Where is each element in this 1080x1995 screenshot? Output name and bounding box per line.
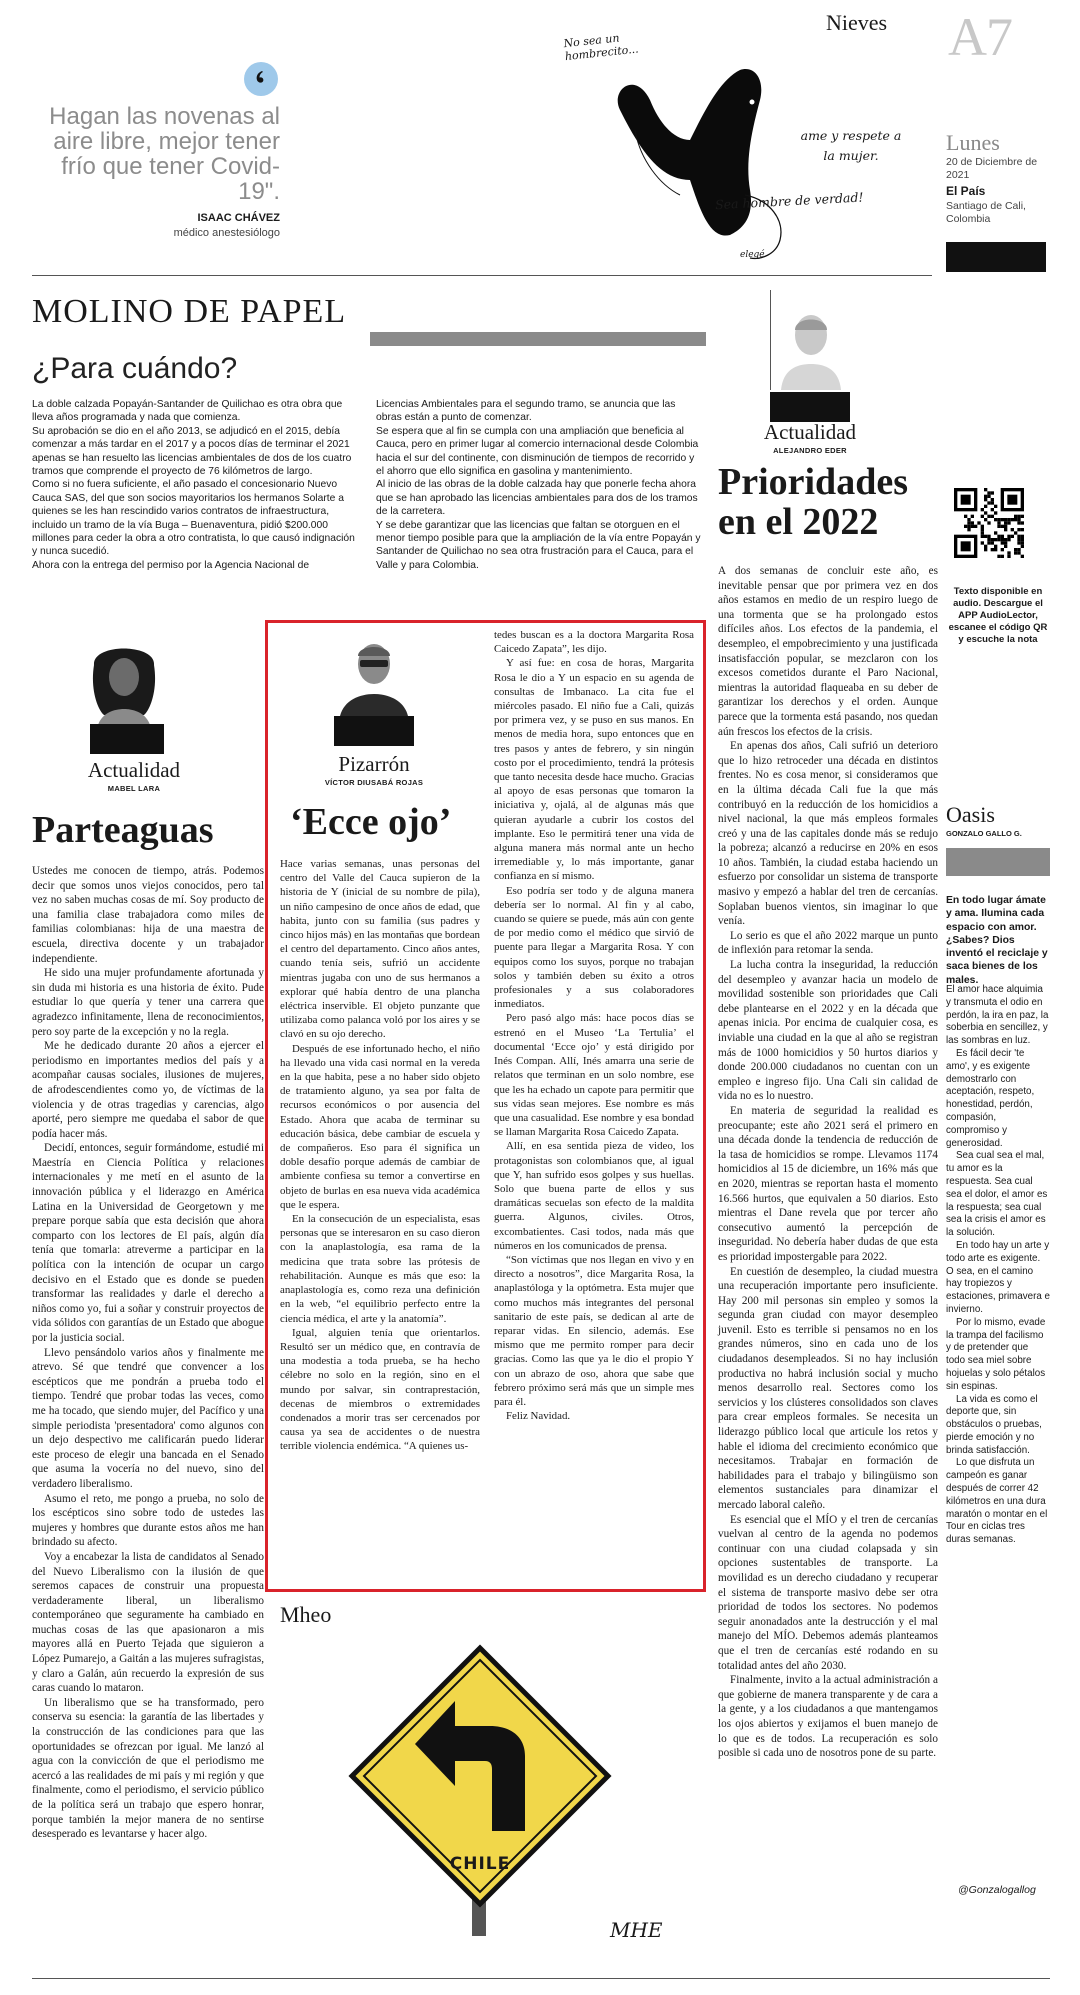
paragraph: El amor hace alquimia y transmuta el odio en perdón, la ira en paz, la soberbia en sencillez, y las sombras en luz. <box>946 984 1049 1047</box>
bottom-divider <box>32 1978 1050 1979</box>
lara-photo <box>84 635 164 725</box>
oasis-handle: @Gonzalogallog <box>958 1884 1036 1896</box>
pizarron-author: VÍCTOR DIUSABÁ ROJAS <box>324 778 424 787</box>
paragraph: La vida es como el deporte que, sin obstáculos o pruebas, pierde emoción y no brinda satisfacción. <box>946 1393 1042 1456</box>
header-paper: El País <box>946 184 986 198</box>
lara-section: Actualidad <box>87 758 181 782</box>
quote-mark-icon <box>244 62 278 96</box>
diusaba-portrait <box>334 626 414 716</box>
molino-col-2 <box>376 398 701 572</box>
header-black-box <box>946 242 1046 272</box>
paragraph: Hace varias semanas, unas personas del centro del Valle del Cauca supieron de la historia de Y (inicial de su nombre de pila), un niño campesino de once años de edad, que habita, junto con su familia (sus padres y cinco hijos más) en las montañas que bordean el centro del departamento. Cinco años antes, cuando tenía seis, sufrió un accidente mientras jugaba con uno de sus hermanos a explorar qué había dentro de una plancha eléctrica inservible. El objeto punzante que utilizaba como palanca voló por los aires y se clavó en su ojo derecho. <box>280 858 480 1041</box>
paragraph: Decidí, entonces, seguir formándome, estudié mi Maestría en Ciencia Política y relaciones internacionales y me metí en el asunto de la innovación pública y el liderazgo en América Latina en la Universidad de Georgetown y me prepare porque sabía que esta decisión que ahora comparto con los lectores de El país, algún día tenía que tomarla: atreverme a participar en la política con la intención de ocupar un cargo decisivo en el Estado que es donde se pueden transformar las realidades y darle el derecho a niños como yo, fui a soñar y construir proyectos de vida sólidos con garantías de un Estado que abogue por la justicia social. <box>32 1142 264 1344</box>
page-number: A7 <box>948 7 1012 67</box>
lara-body <box>32 864 264 1842</box>
paragraph: En materia de seguridad la realidad es preocupante; este año 2021 será el primero en una década donde la tendencia de reducción de la tasa de homicidios se rompe. Llevamos 1174 homicidios al 15 de diciembre, un 16% más que en 2020, mientras se reportan hasta el momento 16.566 hurtos, que equivalen a 50 diarios. Esto mientras el Dane revela que por tercer año consecutivo aumentó la percepción de inseguridad. No debería haber dudas de que esta es prioridad impostergable para 2022. <box>718 1104 938 1263</box>
cartoon-caption-1: No sea un hombrecito... <box>562 31 640 64</box>
oasis-lead: En todo lugar ámate y ama. Ilumina cada espacio con amor. ¿Sabes? Dios inventó el reciclaje y saca bienes de los males. <box>946 895 1048 986</box>
pizarron-col-2 <box>494 628 694 1423</box>
paragraph: Es fácil decir 'te amo', y es exigente demostrarlo con aceptación, respeto, honestidad, perdón, compasión, compromiso y generosidad. <box>946 1047 1035 1149</box>
eder-body <box>718 564 938 1761</box>
oasis-section: Oasis <box>946 802 995 827</box>
paragraph: Como si no fuera suficiente, el año pasado el concesionario Nuevo Cauca SAS, del que son socios mayoritarios los hermanos Solarte a quienes se les han rescindido varios contratos de infraestructura, incluido un tramo de la vía Buga – Buenaventura, pidió $200.000 millones para ceder la obra a otro contratista, lo que causó indignación y nunca sucedió. <box>32 479 355 558</box>
quote-role: médico anestesiólogo <box>173 227 280 239</box>
paragraph: En apenas dos años, Cali sufrió un deterioro que lo hizo retroceder una década en distintos frentes. No es cosa menor, si consideramos que en la última década Cali fue la que más contribuyó en la reducción de los homicidios a nivel nacional, la que más empleos formales creó y una de las capitales donde más se redujo la pobreza; alcanzó a reducirse en 20% en esos 10 años. También, la ciudad estaba haciendo un esfuerzo por consolidar un sistema de transporte masivo y empezó a hablar del tren de cercanías. Soplaban buenos vientos, sin imaginar lo que venía. <box>718 740 938 928</box>
quote-author: ISAAC CHÁVEZ <box>197 212 280 224</box>
paragraph: Se espera que al fin se cumpla con una ampliación que beneficia al Cauca, pero en primer lugar al comercio internacional desde Colombia hacia el sur del continente, con disminución de tiempos de recorrido y el ahorro que ello significa en gasolina y mantenimiento. <box>376 425 699 478</box>
road-sign-text: CHILE <box>449 1854 511 1874</box>
header-day: Lunes <box>946 130 1000 155</box>
paragraph: Ustedes me conocen de tiempo, atrás. Podemos decir que somos unos viejos conocidos, pero tal vez no saben muchas cosas de mí. Soy producto de una familia clase trabajadora como miles de familias colombianas: hija de una maestra de escuela, directiva docente y un trabajador independiente. <box>32 865 264 965</box>
eder-author: ALEJANDRO EDER <box>773 446 847 455</box>
paragraph: Me he dedicado durante 20 años a ejercer el periodismo en importantes medios del país y a acompañar causas sociales, ilusiones de mujeres, de afrodescendientes como yo, de víctimas de la violencia y de otras tragedias y carencias, algo aporté, pero siempre me quedaba el sabor de que podía hacer más. <box>32 1040 264 1140</box>
mheo-label: Mheo <box>280 1602 332 1627</box>
mheo-cartoon <box>320 1636 680 1936</box>
diusaba-photo <box>334 626 414 716</box>
molino-gray-bar <box>370 332 706 346</box>
paragraph: He sido una mujer profundamente afortunada y sin duda mi historia es una historia de éxito. Pude estudiar lo que quería y tener una carrera que agradezco infinitamente, llena de reconocimientos, pero soy parte de la excepción y no la regla. <box>32 967 264 1038</box>
paragraph: Llevo pensándolo varios años y finalmente me atrevo. Sé que tendré que convencer a los escépticos que me pondrán a prueba todo el tiempo. Tendré que probar todas las veces, como me ha tocado, que siendo mujer, del Pacífico y una simple periodista 'presentadora' como algunos con un dejo despectivo me calificarán puedo liderar este proceso de elegir una bancada en el Senado que asuma la vocería no del nuevo, sino del verdadero liberalismo. <box>32 1346 264 1490</box>
paragraph: Ahora con la entrega del permiso por la Agencia Nacional de <box>32 559 310 571</box>
paragraph: Lo serio es que el año 2022 marque un punto de inflexión para retomar la senda. <box>718 929 938 957</box>
pizarron-col-1 <box>280 857 480 1454</box>
lara-title: Parteaguas <box>32 809 214 851</box>
eder-title: Prioridades en el 2022 <box>718 461 908 543</box>
top-divider <box>32 275 932 276</box>
paragraph: La lucha contra la inseguridad, la reducción del desempleo y avanzar hacia un modelo de movilidad sostenible son prioridades que Cali debe plantearse en el 2022 y en la década que apenas inicia. Por encima de cualquier cosa, es inviable una ciudad en la que al año se registran más de 1000 homicidios y 50 hurtos diarios y donde 200.000 ciudadanos no cuentan con un empleo e ingreso fijo. Una Cali sin calidad de vida no es lo nuestro. <box>718 959 938 1103</box>
paragraph: Es esencial que el MÍO y el tren de cercanías vuelvan al centro de la agenda no podemos continuar con una ciudad colapsada y sin opciones sustentables de transporte. La movilidad es un derecho ciudadano y recuperar el sistema de transporte masivo debe ser otra prioridad de todos los sectores. No podemos seguir anonadados ante la destrucción y el mal manejo del MÍO. Debemos además planteamos que el tren de cercanías esté rodando en su totalidad antes del año 2030. <box>718 1513 938 1672</box>
paragraph: Y se debe garantizar que las licencias que faltan se otorguen en el menor tiempo posible para que la ampliación de la vía entre Popayán y Santander de Quilichao no sea otra frustración para el Cauca, para el Valle y para Colombia. <box>376 519 701 571</box>
paragraph: Feliz Navidad. <box>506 1410 571 1423</box>
lara-black-box <box>90 724 164 754</box>
paragraph: Asumo el reto, me pongo a prueba, no solo de los escépticos sino sobre todo de ustedes las mujeres y hombres que durante estos años me han brindado su afecto. <box>32 1492 264 1549</box>
cartoon-caption-3: Sea hombre de verdad! <box>714 189 864 213</box>
paragraph: Lo que disfruta un campeón es ganar después de correr 42 kilómetros en una dura maratón o montar en el Tour en ciclas tres duras semanas. <box>946 1457 1048 1546</box>
section-label: Nieves <box>826 10 888 35</box>
paragraph: Finalmente, invito a la actual administración a que gobierne de manera transparente y de cara a la gente, y a los ciudadanos a que mantengamos los ojos abiertos y exijamos el buen manejo de lo que es de todos. La recuperación es solo posible si cada uno de nosotros pone de su parte. <box>718 1674 938 1760</box>
cartoon-signature: elegé <box>740 250 765 260</box>
paragraph: “Son víctimas que nos llegan en vivo y en directo a nosotros”, dice Margarita Rosa, la anaplastóloga y la optómetra. Esta mujer que como muchos más integrantes del personal sanitario de este país, se dedican al arte de reparar vidas. En silencio, además. Ese mismo que me permito romper para decir gracias. Como las que ya le dio el propio Y con un abrazo de oso, ahora que sabe que febrero próximo será más que un simple mes para él. <box>494 1253 694 1408</box>
paragraph: Sea cual sea el mal, tu amor es la respuesta. Sea cual sea el dolor, el amor es la respuesta; sea cual sea la crisis el amor es la solución. <box>946 1150 1048 1239</box>
road-sign-graphic <box>320 1636 680 1936</box>
oasis-gray-bar <box>946 848 1050 876</box>
eder-section: Actualidad <box>763 420 857 444</box>
paragraph: En la consecución de un especialista, esas personas que se interesaron en su caso dieron con la anaplastología, esa rama de la medicina que trata sobre las prótesis de rehabilitación. Aunque es más que eso: la anaplastología es, como reza una definición en la web, “el equilibrio perfecto entre la ciencia médica, el arte y la anatomía”. <box>280 1213 480 1325</box>
molino-section: MOLINO DE PAPEL <box>32 293 347 330</box>
paragraph: Allí, en esa sentida pieza de video, los protagonistas son colombianos que, al igual que Y, han sufrido esos golpes y sus huellas. Solo que buena parte de ellos y sus dramáticas secuelas son efecto de la maldita guerra. Algunos, civiles. Otros, excombatientes. Casi todos, nada más que números en los comunicados de prensa. <box>494 1140 694 1252</box>
mheo-signature: MHE <box>610 1918 663 1942</box>
paragraph: En cuestión de desempleo, la ciudad muestra una recuperación importante pero insuficiente. Hay 200 mil personas sin empleo y somos la segunda gran ciudad con mayor desempleo juvenil. Esto es terrible si pensamos no en los grandes números, sino en cada uno de los ciudadanos desempleados. Si no hay inclusión productiva no habrá inclusión social y mucho menos desarrollo real. Sectores como los servicios y los clústeres consolidados son claves para crear empleos formales. Se necesita un liderazgo público local que articule los retos y hable el idioma del crecimiento económico que necesitamos. Trabajar en formación de habilidades para el trabajo y bilingüismo son elementos sustanciales para dinamizar el mercado laboral caleño. <box>718 1265 938 1511</box>
oasis-author: GONZALO GALLO G. <box>946 829 1022 838</box>
lara-portrait <box>84 635 164 725</box>
paragraph: La doble calzada Popayán-Santander de Quilichao es otra obra que lleva años programada y nada que comienza. <box>32 399 343 424</box>
paragraph: Por lo mismo, evade la trampa del facilismo y de pretender que todo sea miel sobre hojuelas y solo pétalos sin espinas. <box>946 1316 1046 1392</box>
qr-code-graphic <box>954 488 1024 558</box>
paragraph: tedes buscan es a la doctora Margarita Rosa Caicedo Zapata”, les dijo. <box>494 629 694 656</box>
audio-text: Texto disponible en audio. Descargue el APP AudioLector, escanee el código QR y escuche la nota <box>948 586 1048 645</box>
qr-code-icon[interactable] <box>954 488 1024 558</box>
molino-title: ¿Para cuándo? <box>32 352 238 385</box>
oasis-body <box>946 984 1050 1547</box>
quote-text: Hagan las novenas al aire libre, mejor tener frío que tener Covid-19". <box>49 103 280 205</box>
paragraph: A dos semanas de concluir este año, es inevitable pensar que por primera vez en dos años estamos en medio de un respiro luego de una tormenta que se ha prolongado estos difíciles años. Los efectos de la pandemia, el desempleo, el empobrecimiento y una justificada insatisfacción popular, se mezclaron con los excesos cometidos durante el Paro Nacional, mientras la autoridad flaqueaba en su deber de garantizar los derechos y el orden. Aunque parece que la tormenta está pasando, nos quedan aún frescos los efectos de la crisis. <box>718 565 938 738</box>
paragraph: Pero pasó algo más: hace pocos días se estrenó en el Museo ‘La Tertulia’ el documental ‘Ecce ojo’ y está dirigido por Inés Compan. Allí, Inés amarra una serie de relatos que terminan en un solo nombre, ese que les ha echado un capote para permitir que sus vidas sean mejores. Ese nombre es más que una casualidad. Ese nombre y esa bondad se llaman Margarita Rosa Caicedo Zapata. <box>494 1012 694 1139</box>
diusaba-black-box <box>334 716 414 746</box>
eder-portrait <box>771 290 851 390</box>
lara-author: MABEL LARA <box>107 784 161 793</box>
pizarron-section: Pizarrón <box>338 752 410 776</box>
pizarron-title: ‘Ecce ojo’ <box>290 801 452 843</box>
paragraph: En todo hay un arte y todo arte es exigente. O sea, en el camino hay tropiezos y estaciones, primavera e invierno. <box>946 1239 1051 1315</box>
header-date: 20 de Diciembre de 2021 <box>946 156 1038 181</box>
paragraph: Voy a encabezar la lista de candidatos al Senado del Nuevo Liberalismo con la ilusión de que seremos capaces de construir una propuesta verdaderamente liberal, un liberalismo contemporáneo que seguramente ha cambiado en muchas cosas de las que apasionaron a mis mayores allá en Puerto Tejada que siguieron a López Pumarejo, a Gaitán a las mujeres sufragistas, y claro a Galán, aún recuerdo la expresión de sus caras cuando lo mataron. <box>32 1550 264 1695</box>
paragraph: Su aprobación se dio en el año 2013, se adjudicó en el 2015, debía comenzar a más tardar en el 2017 y a pocos días de terminar el 2021 apenas se han resuelto las licencias ambientales de dos de los cuatro tramos que comprende el proyecto de 76 kilómetros de largo. <box>32 425 352 478</box>
paragraph: Un liberalismo que se ha transformado, pero conserva su esencia: la garantía de las libertades y la construcción de las condiciones para que las oportunidades se ofrezcan por igual. Me lanzó al agua con la convicción de que el periodismo me acercó a las realidades de mi país y mi región y que finalmente, como el periodismo, el servicio público de la política será un trabajo que espero honrar, porque también la mejor manera de no sentirse desesperado es levantarse y hacer algo. <box>32 1696 264 1841</box>
cartoon-caption-2: ame y respete a la mujer. <box>800 128 902 163</box>
eder-black-box <box>770 392 850 422</box>
paragraph: Licencias Ambientales para el segundo tramo, se anuncia que las obras están a punto de comenzar. <box>376 399 676 424</box>
eder-photo <box>770 290 851 390</box>
paragraph: Eso podría ser todo y de alguna manera debería ser lo normal. Al fin y al cabo, cuando se quiere se puede, más aún con gente de por medio como el médico que sirvió de puente para llegar a Margarita Rosa. Y con equipos como los suyos, porque no trabajan solos y también deben su éxito a otros profesionales y a sus colaboradores inmediatos. <box>494 884 694 1011</box>
paragraph: Al inicio de las obras de la doble calzada hay que ponerle fecha ahora que se han aprobado las licencias ambientales para dos de los tramos de la carretera. <box>376 479 698 518</box>
paragraph: Y así fue: en cosa de horas, Margarita Rosa le dio a Y un espacio en su agenda de consultas de Imbanaco. La cita fue el miércoles pasado. El niño fue a Cali, quizás por primera vez, y se puso en sus manos. En menos de media hora, supo entonces que en tres pasos y antes de febrero, y sin ningún costo por el procedimiento, tendrá la prótesis que tanto necesita desde hace mucho. Gracias al apoyo de esas personas que tomaron la iniciativa y, ojalá, al de algunas más que quieran ayudarle a cubrir los costos del implante. Eso le permitirá tener una vida de alguna manera más normal ante un hecho irremediable y, lo más importante, ganar confianza en sí mismo. <box>494 657 694 883</box>
paragraph: Después de ese infortunado hecho, el niño ha llevado una vida casi normal en la vereda en la que habita, pese a no haber sido objeto de tratamiento alguno, ya sea por falta de recursos económicos o por ausencia del Estado. Ahora que acaba de terminar su educación básica, debe cambiar de escuela y de compañeros. Eso para él significa un doble desafío porque además de cambiar de ambiente confiesa su temor a convertirse en objeto de burlas en esa nueva vida académica que le espera. <box>280 1042 480 1211</box>
top-cartoon <box>540 30 910 270</box>
header-place: Santiago de Cali, Colombia <box>946 200 1026 225</box>
molino-col-1 <box>32 398 357 572</box>
paragraph: Igual, alguien tenía que orientarlos. Resultó ser un médico que, en contravía de una modestia a toda prueba, se ha hecho célebre no solo en la región, sino en el mundo por salvar, sin contraprestación, decenas de miembros o extremidades condenados a morir tras ser cercenados por causa ya sea de accidentes o de nuestra terrible violencia endémica. “A quienes us- <box>280 1326 480 1453</box>
